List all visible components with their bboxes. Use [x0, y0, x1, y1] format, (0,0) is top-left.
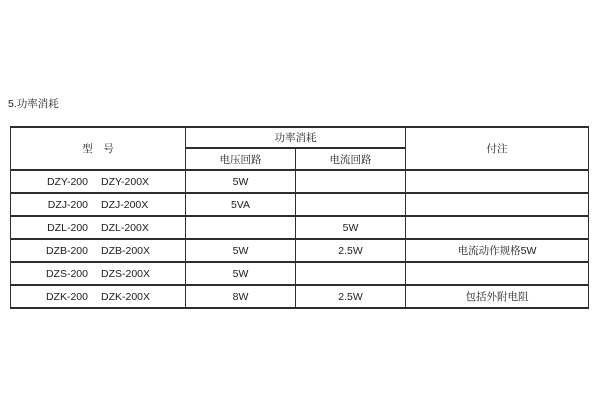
voltage-circuit-cell: [186, 216, 296, 239]
header-row-top: [11, 127, 589, 148]
section-heading: 5.功率消耗: [8, 98, 59, 110]
table-row-dzy-200: [11, 170, 589, 193]
model-cell: [11, 285, 186, 308]
model-pair: [11, 176, 185, 188]
voltage-circuit-cell: 8W: [186, 285, 296, 308]
current-circuit-cell: [296, 193, 406, 216]
model-right-label: DZK-200X: [100, 290, 151, 303]
model-right-label: DZY-200X: [101, 175, 150, 188]
current-circuit-cell: [296, 262, 406, 285]
model-left-label: DZL-200: [47, 221, 88, 234]
model-pair: [11, 222, 185, 234]
model-right-label: DZL-200X: [101, 221, 149, 234]
model-cell: [11, 239, 186, 262]
model-left-label: DZY-200: [46, 175, 88, 188]
current-circuit-cell: [296, 170, 406, 193]
model-pair: [11, 245, 185, 257]
col-header-notes: 付注: [406, 127, 589, 170]
model-left-label: DZK-200: [45, 290, 88, 303]
table-row-dzb-200: [11, 239, 589, 262]
col-header-power-consumption: 功率消耗: [186, 127, 406, 148]
current-circuit-cell: 2.5W: [296, 285, 406, 308]
voltage-circuit-cell: 5W: [186, 239, 296, 262]
current-circuit-cell: 5W: [296, 216, 406, 239]
model-pair: [11, 291, 185, 303]
note-cell: [406, 262, 589, 285]
model-left-label: DZS-200: [45, 267, 88, 280]
table-row-dzs-200: [11, 262, 589, 285]
table-row-dzk-200: [11, 285, 589, 308]
note-cell: [406, 216, 589, 239]
model-pair: [11, 268, 185, 280]
model-cell: [11, 216, 186, 239]
voltage-circuit-cell: 5W: [186, 262, 296, 285]
model-right-label: DZJ-200X: [101, 198, 149, 211]
model-left-label: DZJ-200: [47, 198, 88, 211]
model-pair: [11, 199, 185, 211]
voltage-circuit-cell: 5VA: [186, 193, 296, 216]
note-cell: 包括外附电阻: [406, 285, 589, 308]
col-header-current-circuit: 电流回路: [296, 148, 406, 170]
model-right-label: DZS-200X: [100, 267, 151, 280]
col-header-model: 型 号: [11, 127, 186, 170]
model-left-label: DZB-200: [45, 244, 88, 257]
current-circuit-cell: 2.5W: [296, 239, 406, 262]
note-cell: 电流动作规格5W: [406, 239, 589, 262]
voltage-circuit-cell: 5W: [186, 170, 296, 193]
note-cell: [406, 170, 589, 193]
table-row-dzl-200: [11, 216, 589, 239]
table-row-dzj-200: [11, 193, 589, 216]
note-cell: [406, 193, 589, 216]
model-cell: [11, 193, 186, 216]
power-consumption-table: [10, 126, 589, 309]
model-cell: [11, 262, 186, 285]
col-header-voltage-circuit: 电压回路: [186, 148, 296, 170]
model-cell: [11, 170, 186, 193]
model-right-label: DZB-200X: [100, 244, 151, 257]
